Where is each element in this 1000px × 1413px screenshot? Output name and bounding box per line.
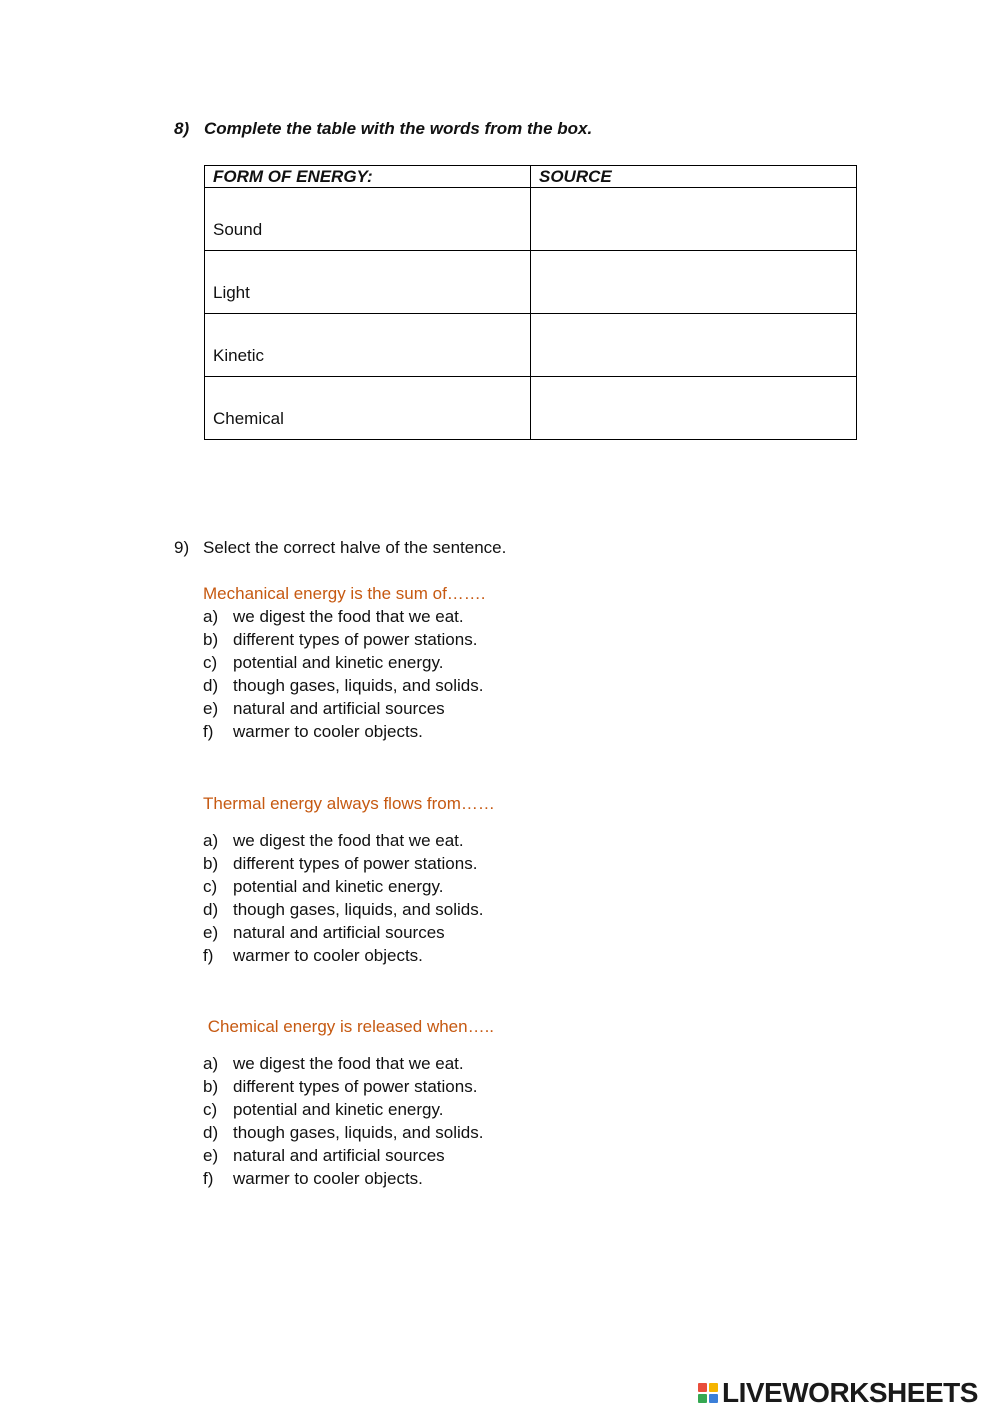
header-form-of-energy: FORM OF ENERGY: xyxy=(205,166,531,188)
option-a[interactable] xyxy=(203,1052,494,1075)
energy-table xyxy=(204,165,857,440)
source-cell[interactable] xyxy=(531,188,857,251)
option-text: different types of power stations. xyxy=(233,1077,478,1096)
liveworksheets-logo xyxy=(698,1378,978,1408)
option-letter: b) xyxy=(203,854,219,873)
logo-square xyxy=(698,1383,707,1392)
question-9-number: 9) xyxy=(174,538,190,557)
option-text: warmer to cooler objects. xyxy=(233,1169,423,1188)
option-letter: f) xyxy=(203,722,214,741)
option-f[interactable] xyxy=(203,720,486,743)
option-b[interactable] xyxy=(203,1075,494,1098)
option-list xyxy=(203,1052,494,1190)
option-text: we digest the food that we eat. xyxy=(233,831,464,850)
logo-square xyxy=(709,1394,718,1403)
table-header-row xyxy=(205,166,857,188)
option-e[interactable] xyxy=(203,921,495,944)
option-b[interactable] xyxy=(203,628,486,651)
option-letter: c) xyxy=(203,653,218,672)
option-text: though gases, liquids, and solids. xyxy=(233,900,484,919)
logo-grid-icon xyxy=(698,1383,718,1403)
option-letter: c) xyxy=(203,877,218,896)
option-letter: b) xyxy=(203,630,219,649)
option-text: we digest the food that we eat. xyxy=(233,607,464,626)
option-text: potential and kinetic energy. xyxy=(233,1100,444,1119)
sentence-block-thermal xyxy=(203,793,495,967)
question-8-instruction: Complete the table with the words from the box. xyxy=(204,119,593,138)
question-9-instruction: Select the correct halve of the sentence. xyxy=(203,538,507,557)
question-8-number: 8) xyxy=(174,119,190,138)
option-d[interactable] xyxy=(203,898,495,921)
option-letter: e) xyxy=(203,923,219,942)
option-text: potential and kinetic energy. xyxy=(233,653,444,672)
option-letter: a) xyxy=(203,607,219,626)
option-text: natural and artificial sources xyxy=(233,699,445,718)
option-text: natural and artificial sources xyxy=(233,1146,445,1165)
table-row xyxy=(205,188,857,251)
option-f[interactable] xyxy=(203,1167,494,1190)
logo-square xyxy=(698,1394,707,1403)
table-row xyxy=(205,314,857,377)
option-letter: a) xyxy=(203,831,219,850)
option-letter: d) xyxy=(203,900,219,919)
option-letter: d) xyxy=(203,1123,219,1142)
option-f[interactable] xyxy=(203,944,495,967)
source-cell[interactable] xyxy=(531,251,857,314)
option-text: we digest the food that we eat. xyxy=(233,1054,464,1073)
option-c[interactable] xyxy=(203,651,486,674)
option-letter: c) xyxy=(203,1100,218,1119)
option-letter: f) xyxy=(203,946,214,965)
option-c[interactable] xyxy=(203,875,495,898)
option-a[interactable] xyxy=(203,605,486,628)
option-letter: d) xyxy=(203,676,219,695)
option-text: different types of power stations. xyxy=(233,630,478,649)
question-8-title xyxy=(174,119,592,139)
option-list xyxy=(203,829,495,967)
sentence-prompt: Thermal energy always flows from…… xyxy=(203,794,495,813)
form-cell: Kinetic xyxy=(205,314,531,377)
sentence-prompt: Mechanical energy is the sum of……. xyxy=(203,584,486,603)
option-b[interactable] xyxy=(203,852,495,875)
sentence-prompt: Chemical energy is released when….. xyxy=(203,1017,495,1036)
option-text: different types of power stations. xyxy=(233,854,478,873)
option-d[interactable] xyxy=(203,1121,494,1144)
option-text: natural and artificial sources xyxy=(233,923,445,942)
option-text: though gases, liquids, and solids. xyxy=(233,676,484,695)
header-source: SOURCE xyxy=(531,166,857,188)
option-d[interactable] xyxy=(203,674,486,697)
option-c[interactable] xyxy=(203,1098,494,1121)
option-text: though gases, liquids, and solids. xyxy=(233,1123,484,1142)
option-a[interactable] xyxy=(203,829,495,852)
source-cell[interactable] xyxy=(531,377,857,440)
option-letter: b) xyxy=(203,1077,219,1096)
logo-text: LIVEWORKSHEETS xyxy=(722,1377,978,1408)
option-text: warmer to cooler objects. xyxy=(233,722,423,741)
source-cell[interactable] xyxy=(531,314,857,377)
form-cell: Chemical xyxy=(205,377,531,440)
option-letter: a) xyxy=(203,1054,219,1073)
option-letter: e) xyxy=(203,699,219,718)
option-text: warmer to cooler objects. xyxy=(233,946,423,965)
form-cell: Light xyxy=(205,251,531,314)
logo-square xyxy=(709,1383,718,1392)
question-9-title xyxy=(174,538,506,558)
table-row xyxy=(205,377,857,440)
option-letter: e) xyxy=(203,1146,219,1165)
option-e[interactable] xyxy=(203,697,486,720)
option-text: potential and kinetic energy. xyxy=(233,877,444,896)
form-cell: Sound xyxy=(205,188,531,251)
option-list xyxy=(203,605,486,743)
sentence-block-mechanical xyxy=(203,583,486,743)
sentence-block-chemical xyxy=(203,1016,494,1190)
option-e[interactable] xyxy=(203,1144,494,1167)
table-row xyxy=(205,251,857,314)
option-letter: f) xyxy=(203,1169,214,1188)
